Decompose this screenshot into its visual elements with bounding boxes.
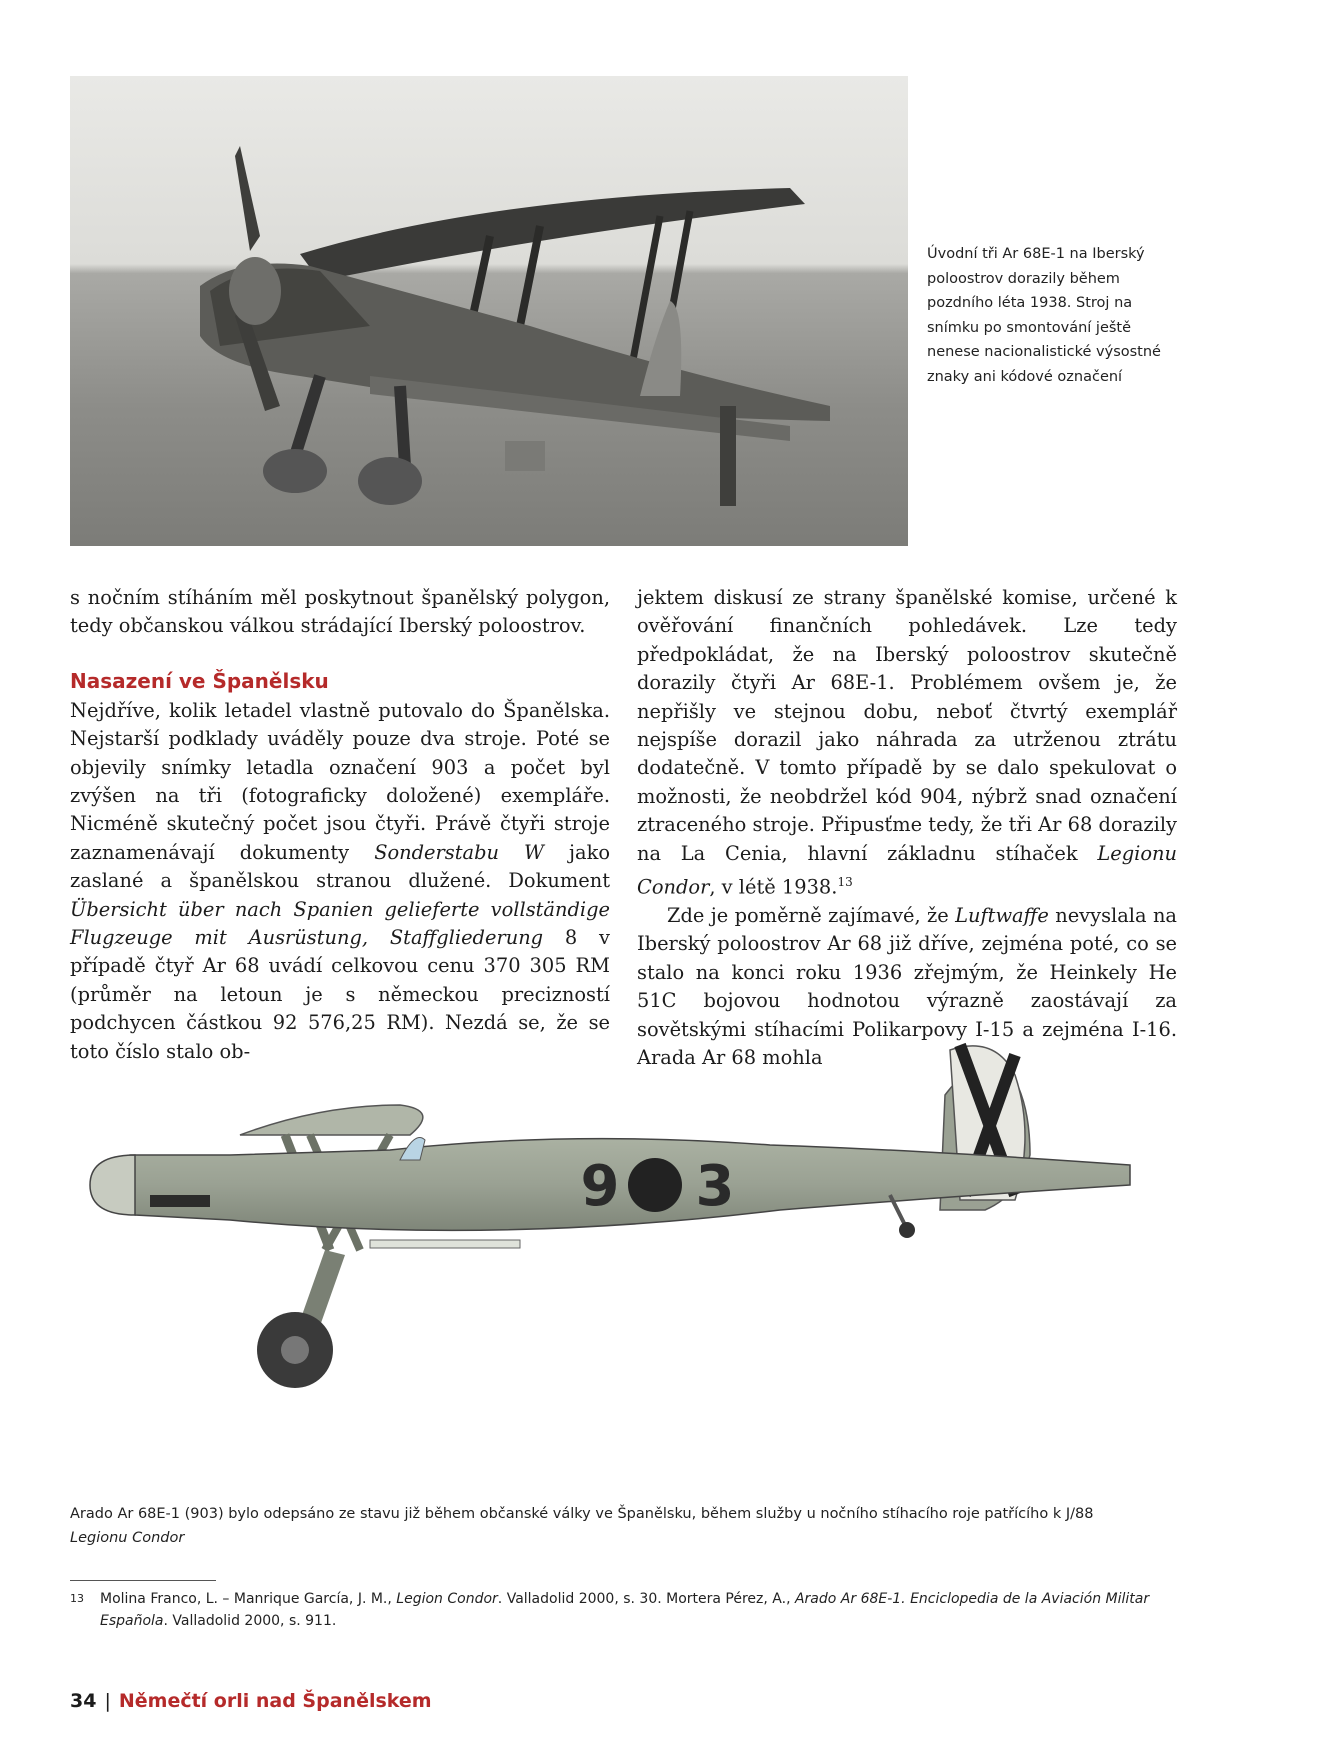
page-footer (70, 1690, 432, 1712)
footnote-divider (70, 1580, 216, 1581)
paragraph: Nejdříve, kolik letadel vlastně putovalo do Španělska. Nejstarší podklady uváděly pouze dva stroje. Poté se objevily snímky letadla označení 903 a počet byl zvýšen na tři (fotograficky doložené) exempláře. Nicméně skutečný počet jsou čtyři. Právě čtyři stroje zaznamenávají dokumenty Sonderstabu W jako zaslané a španělskou stranou dlužené. Dokument Übersicht über nach Spanien gelieferte vollständige Flugzeuge mit Ausrüstung, Staffgliederung 8 v případě čtyř Ar 68 uvádí celkovou cenu 370 305 RM (průměr na letoun je s německou precizností podchycen částkou 92 576,25 RM). Nezdá se, že se toto číslo stalo ob- (70, 698, 611, 1063)
photo-caption: Úvodní tři Ar 68E-1 na Iberský poloostrov dorazily během pozdního léta 1938. Stroj na snímku po smontování ještě nenese nacionalistické výsostné znaky ani kódové označení (927, 246, 1161, 385)
aircraft-code-left: 9 (580, 1154, 620, 1219)
profile-caption: Arado Ar 68E-1 (903) bylo odepsáno ze stavu již během občanské války ve Španělsku, během služby u nočního stíhacího roje patřícího k J/88 Legionu Condor (70, 1506, 1094, 1546)
footnote-number: 13 (70, 1592, 84, 1605)
paragraph: jektem diskusí ze strany španělské komise, určené k ověřování finančních pohledávek. Lze tedy předpokládat, že na Iberský poloostrov skutečně dorazily čtyři Ar 68E-1. Problémem ovšem je, že nepřišly ve stejnou dobu, neboť čtvrtý exemplář nejspíše dorazil jako náhrada za utrženou ztrátu dodatečně. V tomto případě by se dalo spekulovat o možnosti, že neobdržel kód 904, nýbrž snad označení ztraceného stroje. Připusťme tedy, že tři Ar 68 dorazily na La Cenia, hlavní základnu stíhaček Legionu Condor, v létě 1938.13 (637, 586, 1177, 899)
historic-photo (70, 76, 908, 546)
footnote-ref: 13 (837, 875, 853, 890)
text-column-left (70, 584, 610, 1066)
aircraft-profile-illustration (70, 1035, 1180, 1500)
page-number: 34 (70, 1690, 97, 1712)
book-title: Němečtí orli nad Španělskem (118, 1690, 432, 1712)
paragraph: s nočním stíháním měl poskytnout španělský polygon, tedy občanskou válkou strádající Iberský poloostrov. (70, 586, 610, 638)
footer-separator: | (104, 1690, 111, 1712)
footnote: 13 Molina Franco, L. – Manrique García, J. M., Legion Condor. Valladolid 2000, s. 30. Mortera Pérez, A., Arado Ar 68E-1. Enciclopedia de la Aviación Militar Española. Valladolid 2000, s. 911. (70, 1588, 1180, 1632)
paragraph: Zde je poměrně zajímavé, že Luftwaffe nevyslala na Iberský poloostrov Ar 68 již dříve, zejména poté, co se stalo na konci roku 1936 zřejmým, že Heinkely He 51C bojovou hodnotou výrazně zaostávají za sovětskými stíhacími Polikarpovy I-15 a zejména I-16. Arada Ar 68 mohla (637, 903, 1177, 1069)
section-heading: Nasazení ve Španělsku (70, 668, 329, 693)
text-column-right (637, 584, 1177, 1072)
aircraft-code-right: 3 (695, 1154, 735, 1219)
